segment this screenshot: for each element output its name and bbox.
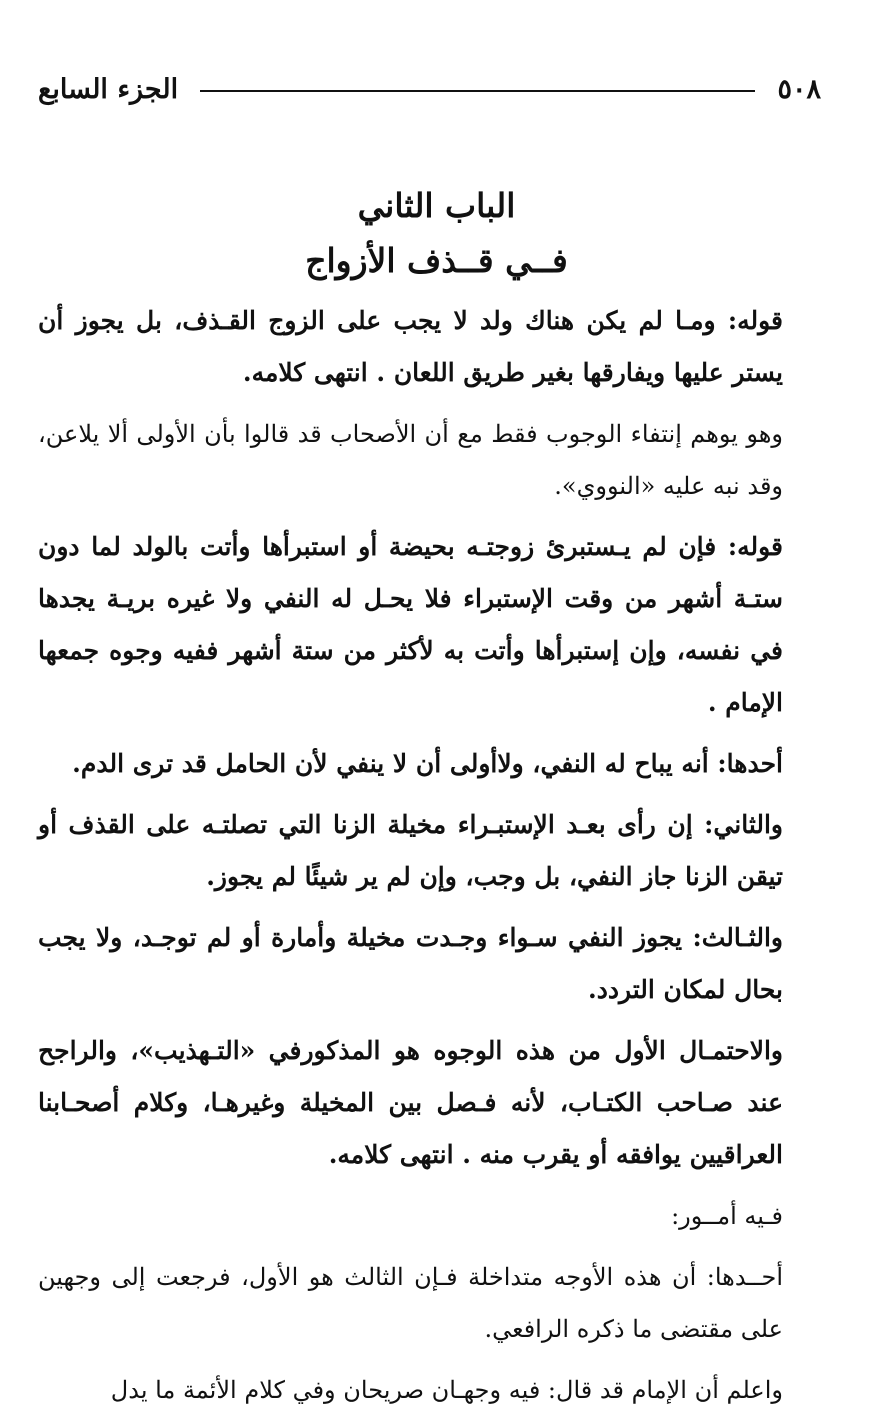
paragraph-imam-note: واعلم أن الإمام قد قال: فيه وجهـان صريحان وفي كلام الأئمة ما يدل xyxy=(110,1376,783,1404)
body-text xyxy=(38,295,805,1425)
header-rule xyxy=(200,90,755,92)
paragraph-first-view: أحدها: أنه يباح له النفي، ولاأولى أن لا ينفي لأن الحامل قد ترى الدم. xyxy=(72,749,783,778)
paragraph-matters-heading: فـيه أمــور: xyxy=(671,1202,783,1230)
paragraph-commentary-1: وهو يوهم إنتفاء الوجوب فقط مع أن الأصحاب قد قالوا بأن الأولى ألا يلاعن، وقد نبه عليه «النووي». xyxy=(38,420,783,500)
paragraph-first-matter: أحــدها: أن هذه الأوجه متداخلة فـإن الثالث هو الأول، فرجعت إلى وجهين على مقتضى ما ذكره الرافعي. xyxy=(38,1263,783,1343)
paragraph-preferred-view: والاحتمـال الأول من هذه الوجوه هو المذكورفي «التـهذيب»، والراجح عند صـاحب الكتـاب، لأنه فـصل بين المخيلة وغيرهـا، وكلام أصحـابنا العراقيين يوافقه أو يقرب منه . انتهى كلامه. xyxy=(38,1036,783,1169)
chapter-title: الباب الثاني xyxy=(357,186,516,225)
paragraph-quote-1: قوله: ومـا لم يكن هناك ولد لا يجب على الزوج القـذف، بل يجوز أن يستر عليها ويفارقها بغير طريق اللعان . انتهى كلامه. xyxy=(38,306,783,387)
page-number: ٥٠٨ xyxy=(777,73,821,105)
chapter-subtitle: فــي قــذف الأزواج xyxy=(305,241,568,280)
paragraph-second-view: والثاني: إن رأى بعـد الإستبـراء مخيلة الزنا التي تصلتـه على القذف أو تيقن الزنا جاز النفي، بل وجب، وإن لم ير شيئًا لم يجوز. xyxy=(38,810,783,891)
paragraph-third-view: والثـالث: يجوز النفي سـواء وجـدت مخيلة وأمارة أو لم توجـد، ولا يجب بحال لمكان التردد. xyxy=(38,923,783,1004)
running-header xyxy=(38,64,821,114)
volume-title: الجزء السابع xyxy=(38,73,179,105)
paragraph-quote-2: قوله: فإن لم يـستبرئ زوجتـه بحيضة أو استبرأها وأتت بالولد لما دون ستـة أشهر من وقت الإستبراء فلا يحـل له النفي ولا غيره بريـة يجدها في نفسه، وإن إستبرأها وأتت به لأكثر من ستة أشهر ففيه وجوه جمعها الإمام . xyxy=(38,532,783,717)
